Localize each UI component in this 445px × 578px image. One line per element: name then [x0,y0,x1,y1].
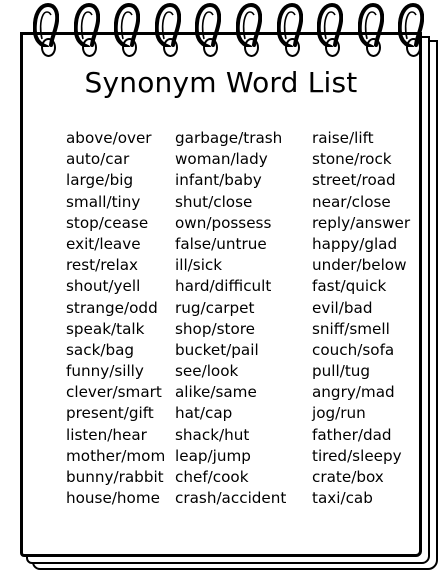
synonym-pair: chef/cook [175,468,249,486]
synonym-pair: mother/mom [66,446,166,465]
synonym-pair: auto/car [66,150,130,169]
synonym-pair: bucket/pail [175,340,259,359]
page-title: Synonym Word List [84,66,358,99]
synonym-pair: crate/box [312,468,384,486]
synonym-pair: shop/store [175,319,256,338]
synonym-pair: infant/baby [175,171,262,190]
synonym-pair: hat/cap [175,404,233,423]
synonym-pair: sack/bag [66,340,135,359]
spiral-ring-icon [74,3,100,47]
synonym-pair: clever/smart [66,383,162,402]
word-column-1 [66,128,165,509]
spiral-ring-icon [277,3,303,47]
synonym-pair: strange/odd [66,298,158,317]
synonym-pair: couch/sofa [312,340,395,359]
synonym-pair: house/home [66,489,160,508]
synonym-pair: speak/talk [66,319,145,338]
synonym-pair: angry/mad [312,383,395,402]
synonym-pair: alike/same [175,383,257,402]
synonym-pair: stone/rock [312,150,392,169]
synonym-pair: reply/answer [312,213,411,232]
spiral-ring-icon [358,3,384,47]
synonym-pair: ill/sick [175,256,223,275]
synonym-pair: large/big [66,171,134,190]
synonym-pair: shout/yell [66,277,141,296]
synonym-pair: present/gift [66,404,154,423]
synonym-pair: raise/lift [312,129,374,147]
synonym-pair: sniff/smell [312,319,390,338]
spiral-ring-icon [236,3,262,47]
synonym-pair: shut/close [175,192,253,211]
synonym-pair: rug/carpet [175,298,255,317]
synonym-pair: happy/glad [312,234,398,253]
spiral-ring-icon [114,3,140,47]
spiral-ring-icon [317,3,343,47]
synonym-pair: street/road [312,171,396,190]
synonym-pair: false/untrue [175,234,267,253]
spiral-ring-icon [195,3,221,47]
synonym-pair: woman/lady [175,150,268,169]
synonym-pair: exit/leave [66,234,141,253]
synonym-pair: listen/hear [66,425,147,444]
synonym-pair: tired/sleepy [312,446,402,465]
synonym-pair: jog/run [312,404,366,423]
synonym-pair: stop/cease [66,213,149,232]
synonym-pair: own/possess [175,213,272,232]
synonym-pair: see/look [175,362,239,381]
synonym-pair: funny/silly [66,362,144,381]
spiral-ring-icon [33,3,59,47]
synonym-pair: crash/accident [175,489,287,508]
synonym-pair: father/dad [312,425,392,444]
synonym-pair: evil/bad [312,298,373,317]
word-column-2 [175,128,286,509]
synonym-pair: pull/tug [312,362,371,381]
synonym-pair: garbage/trash [175,129,283,147]
word-column-3 [312,128,410,509]
spiral-ring-icon [155,3,181,47]
synonym-pair: shack/hut [175,425,250,444]
synonym-pair: taxi/cab [312,489,373,508]
spiral-ring-icon [398,3,424,47]
synonym-pair: under/below [312,256,407,275]
synonym-pair: bunny/rabbit [66,468,164,486]
synonym-pair: near/close [312,192,391,211]
synonym-pair: fast/quick [312,277,387,296]
synonym-pair: rest/relax [66,256,139,275]
synonym-pair: small/tiny [66,192,141,211]
synonym-pair: hard/difficult [175,277,272,296]
synonym-pair: leap/jump [175,446,251,465]
synonym-pair: above/over [66,129,152,147]
